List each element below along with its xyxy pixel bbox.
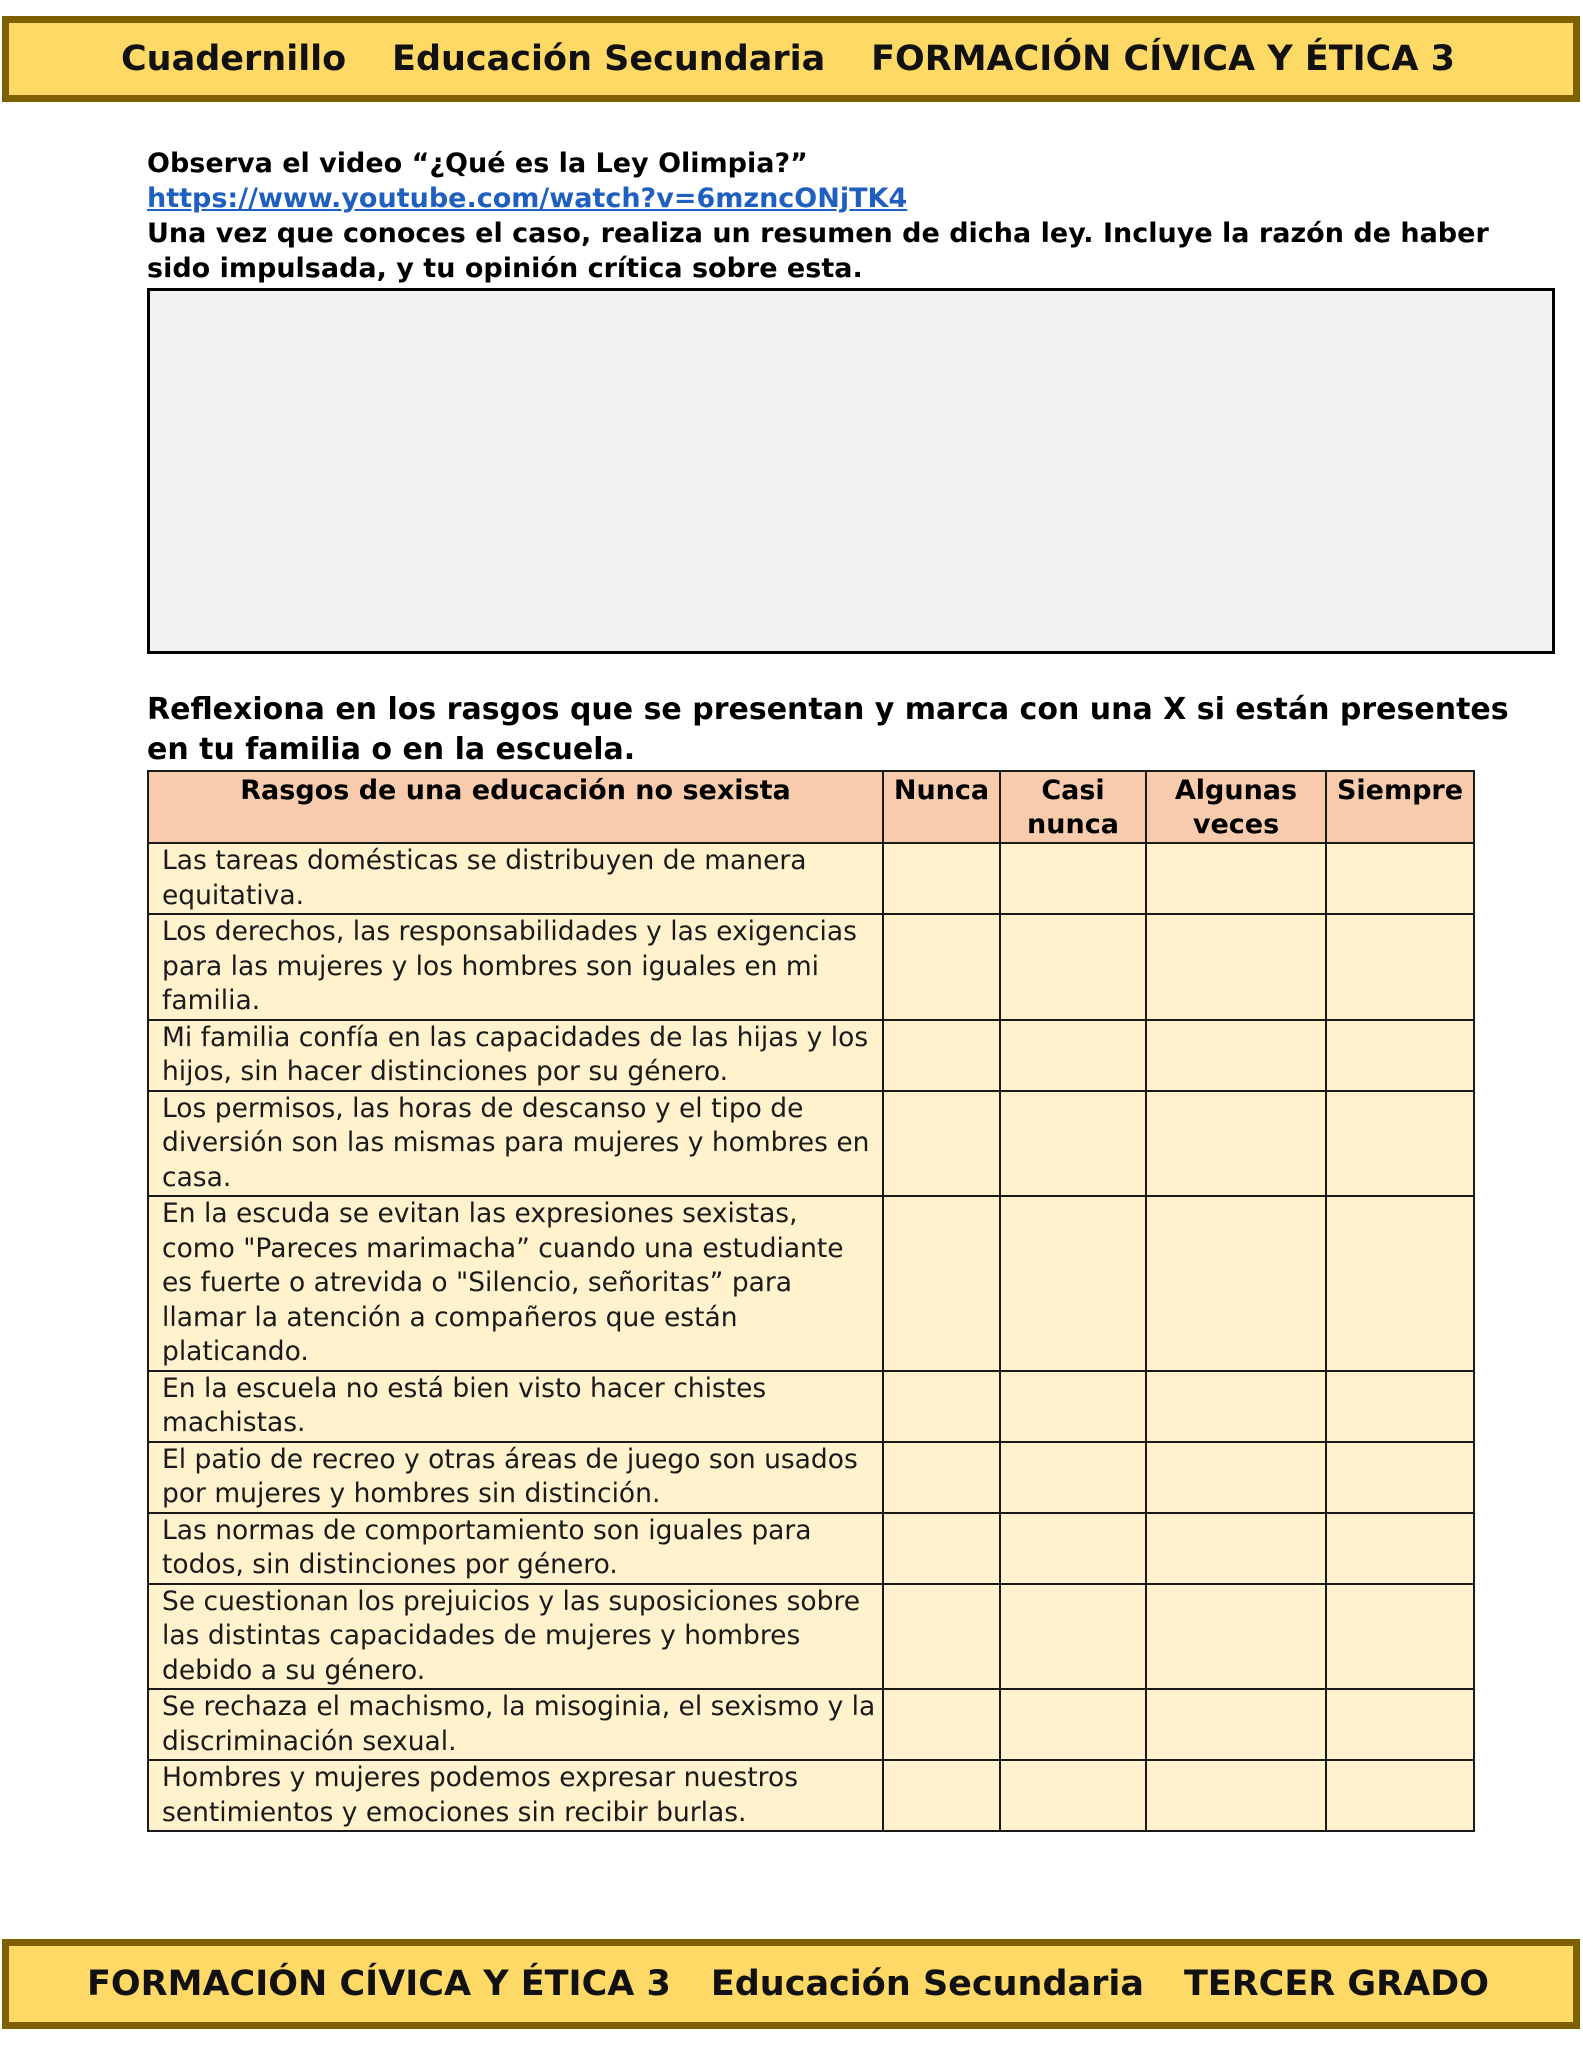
- mark-cell-never[interactable]: [883, 1020, 1000, 1091]
- mark-cell-almost-never[interactable]: [1000, 843, 1146, 914]
- table-row: [148, 1689, 1474, 1760]
- mark-cell-never[interactable]: [883, 914, 1000, 1020]
- column-header-trait: Rasgos de una educación no sexista: [148, 771, 883, 843]
- mark-cell-sometimes[interactable]: [1146, 1760, 1326, 1831]
- trait-cell: Los derechos, las responsabilidades y las exigencias para las mujeres y los hombres son iguales en mi familia.: [148, 914, 883, 1020]
- table-row: [148, 1371, 1474, 1442]
- mark-cell-almost-never[interactable]: [1000, 1513, 1146, 1584]
- header-booklet-label: Cuadernillo: [121, 39, 347, 79]
- mark-cell-always[interactable]: [1326, 1196, 1474, 1371]
- activity1-instructions: [147, 146, 1557, 286]
- mark-cell-always[interactable]: [1326, 914, 1474, 1020]
- table-row: [148, 914, 1474, 1020]
- mark-cell-almost-never[interactable]: [1000, 1091, 1146, 1197]
- table-row: [148, 1442, 1474, 1513]
- mark-cell-never[interactable]: [883, 1513, 1000, 1584]
- table-header-row: [148, 771, 1474, 843]
- mark-cell-always[interactable]: [1326, 1513, 1474, 1584]
- mark-cell-sometimes[interactable]: [1146, 1196, 1326, 1371]
- mark-cell-almost-never[interactable]: [1000, 1760, 1146, 1831]
- header-banner: [2, 16, 1580, 102]
- mark-cell-always[interactable]: [1326, 1584, 1474, 1690]
- mark-cell-always[interactable]: [1326, 1371, 1474, 1442]
- mark-cell-always[interactable]: [1326, 1091, 1474, 1197]
- mark-cell-sometimes[interactable]: [1146, 1689, 1326, 1760]
- table-row: [148, 843, 1474, 914]
- trait-cell: En la escuda se evitan las expresiones sexistas, como "Pareces marimacha” cuando una estudiante es fuerte o atrevida o "Silencio, señoritas” para llamar la atención a compañeros que están platicando.: [148, 1196, 883, 1371]
- column-header-sometimes: Algunas veces: [1146, 771, 1326, 843]
- mark-cell-never[interactable]: [883, 1760, 1000, 1831]
- trait-cell: Las normas de comportamiento son iguales para todos, sin distinciones por género.: [148, 1513, 883, 1584]
- table-row: [148, 1513, 1474, 1584]
- trait-cell: Se rechaza el machismo, la misoginia, el sexismo y la discriminación sexual.: [148, 1689, 883, 1760]
- table-row: [148, 1584, 1474, 1690]
- mark-cell-sometimes[interactable]: [1146, 1442, 1326, 1513]
- trait-cell: Se cuestionan los prejuicios y las suposiciones sobre las distintas capacidades de mujeres y hombres debido a su género.: [148, 1584, 883, 1690]
- table-row: [148, 1091, 1474, 1197]
- trait-cell: En la escuela no está bien visto hacer chistes machistas.: [148, 1371, 883, 1442]
- footer-grade-label: TERCER GRADO: [1183, 1964, 1489, 2004]
- mark-cell-never[interactable]: [883, 1442, 1000, 1513]
- column-header-always: Siempre: [1326, 771, 1474, 843]
- mark-cell-never[interactable]: [883, 1689, 1000, 1760]
- trait-cell: El patio de recreo y otras áreas de juego son usados por mujeres y hombres sin distinción.: [148, 1442, 883, 1513]
- footer-subject-label: FORMACIÓN CÍVICA Y ÉTICA 3: [87, 1964, 671, 2004]
- mark-cell-almost-never[interactable]: [1000, 1196, 1146, 1371]
- video-link[interactable]: https://www.youtube.com/watch?v=6mzncONjTK4: [147, 183, 908, 214]
- traits-table: [147, 770, 1475, 1832]
- mark-cell-sometimes[interactable]: [1146, 1020, 1326, 1091]
- mark-cell-sometimes[interactable]: [1146, 843, 1326, 914]
- footer-banner: [2, 1939, 1580, 2029]
- header-subject-label: FORMACIÓN CÍVICA Y ÉTICA 3: [871, 39, 1455, 79]
- column-header-never: Nunca: [883, 771, 1000, 843]
- table-row: [148, 1760, 1474, 1831]
- mark-cell-almost-never[interactable]: [1000, 914, 1146, 1020]
- table-row: [148, 1196, 1474, 1371]
- mark-cell-almost-never[interactable]: [1000, 1020, 1146, 1091]
- column-header-almost-never: Casi nunca: [1000, 771, 1146, 843]
- mark-cell-never[interactable]: [883, 843, 1000, 914]
- mark-cell-always[interactable]: [1326, 1020, 1474, 1091]
- mark-cell-never[interactable]: [883, 1371, 1000, 1442]
- mark-cell-always[interactable]: [1326, 1760, 1474, 1831]
- summary-instruction: Una vez que conoces el caso, realiza un resumen de dicha ley. Incluye la razón de haber sido impulsada, y tu opinión crítica sobre esta.: [147, 218, 1489, 284]
- summary-answer-box[interactable]: [147, 288, 1555, 654]
- mark-cell-almost-never[interactable]: [1000, 1689, 1146, 1760]
- trait-cell: Las tareas domésticas se distribuyen de manera equitativa.: [148, 843, 883, 914]
- mark-cell-almost-never[interactable]: [1000, 1442, 1146, 1513]
- mark-cell-almost-never[interactable]: [1000, 1584, 1146, 1690]
- mark-cell-always[interactable]: [1326, 843, 1474, 914]
- mark-cell-sometimes[interactable]: [1146, 1584, 1326, 1690]
- mark-cell-always[interactable]: [1326, 1442, 1474, 1513]
- mark-cell-almost-never[interactable]: [1000, 1371, 1146, 1442]
- table-row: [148, 1020, 1474, 1091]
- trait-cell: Los permisos, las horas de descanso y el tipo de diversión son las mismas para mujeres y hombres en casa.: [148, 1091, 883, 1197]
- mark-cell-never[interactable]: [883, 1196, 1000, 1371]
- reflection-instruction: Reflexiona en los rasgos que se presentan y marca con una X si están presentes en tu familia o en la escuela.: [147, 692, 1509, 767]
- mark-cell-always[interactable]: [1326, 1689, 1474, 1760]
- trait-cell: Mi familia confía en las capacidades de las hijas y los hijos, sin hacer distinciones por su género.: [148, 1020, 883, 1091]
- mark-cell-never[interactable]: [883, 1091, 1000, 1197]
- footer-level-label: Educación Secundaria: [710, 1964, 1145, 2004]
- trait-cell: Hombres y mujeres podemos expresar nuestros sentimientos y emociones sin recibir burlas.: [148, 1760, 883, 1831]
- video-title-line: Observa el video “¿Qué es la Ley Olimpia?”: [147, 148, 808, 179]
- mark-cell-sometimes[interactable]: [1146, 914, 1326, 1020]
- mark-cell-never[interactable]: [883, 1584, 1000, 1690]
- mark-cell-sometimes[interactable]: [1146, 1091, 1326, 1197]
- header-level-label: Educación Secundaria: [392, 39, 826, 79]
- mark-cell-sometimes[interactable]: [1146, 1513, 1326, 1584]
- mark-cell-sometimes[interactable]: [1146, 1371, 1326, 1442]
